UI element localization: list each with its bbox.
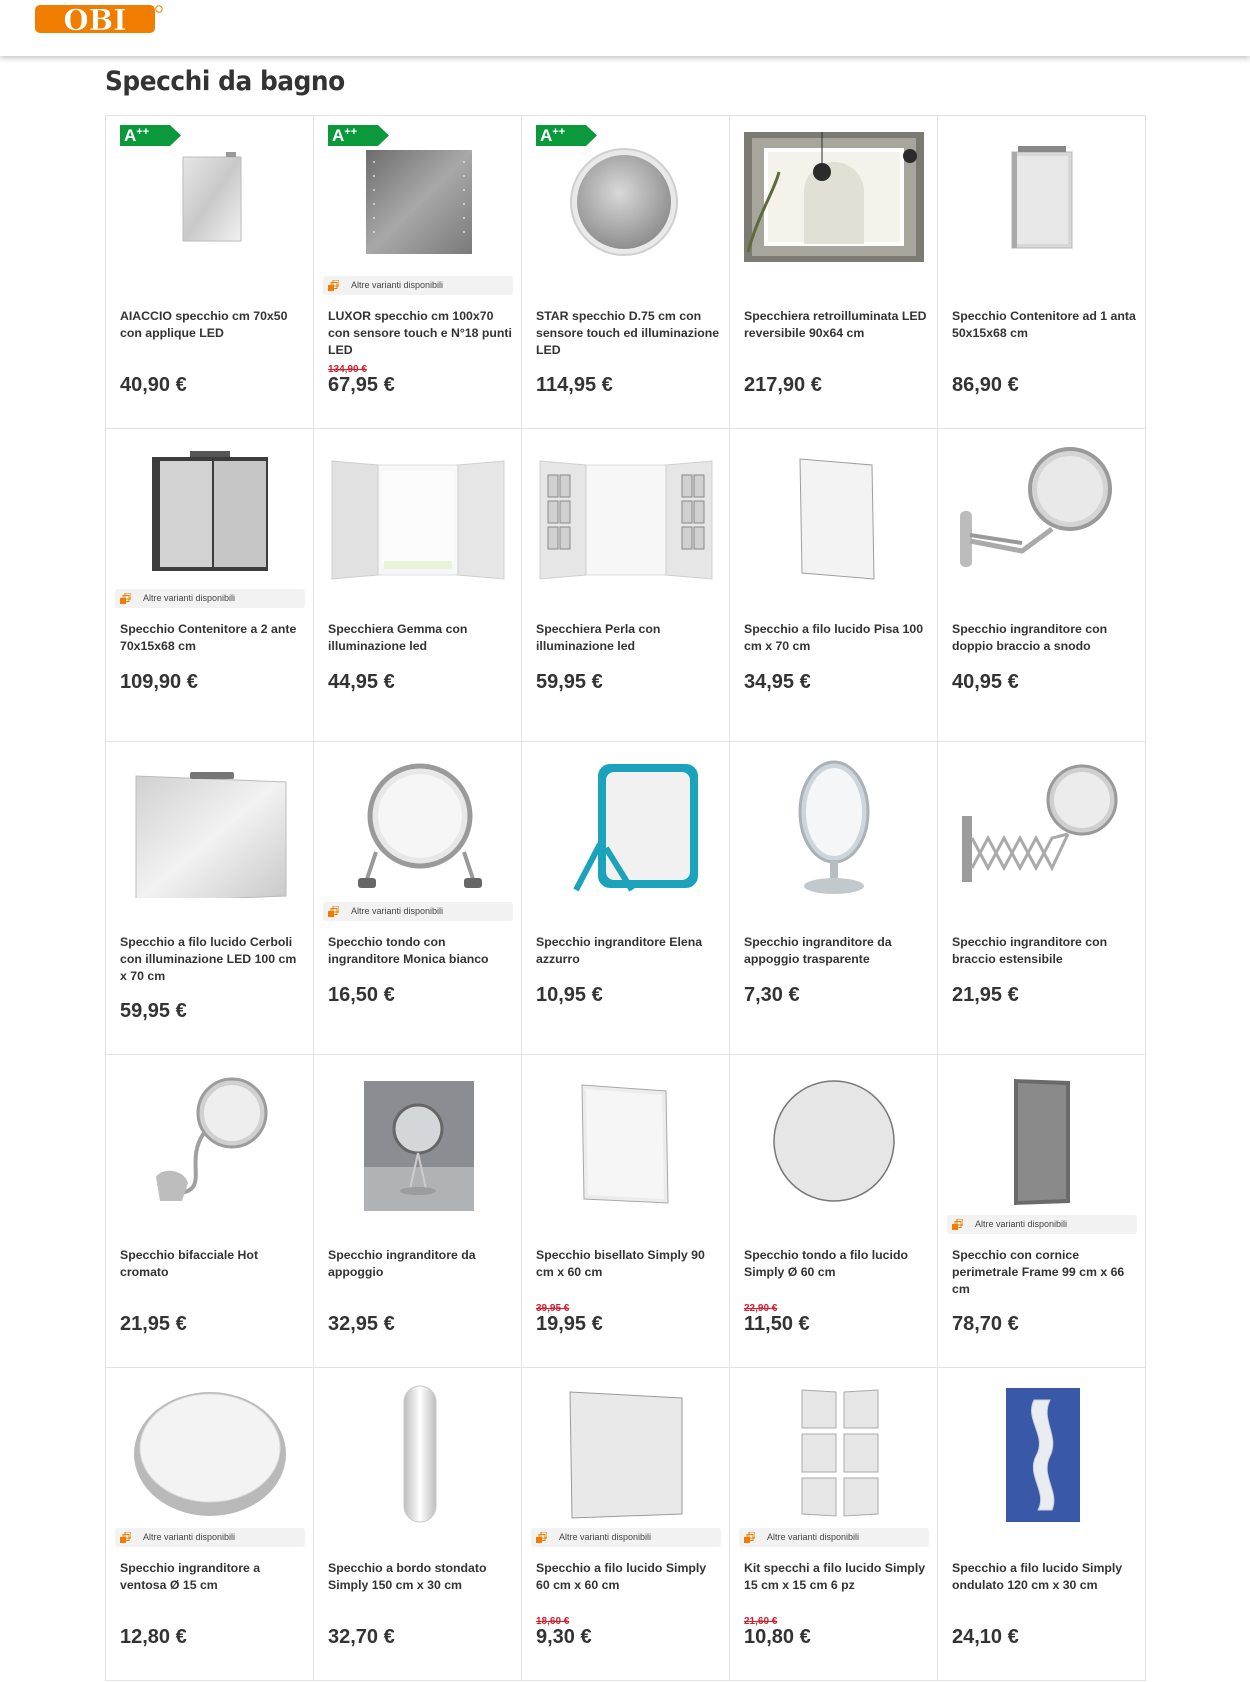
product-card[interactable] — [938, 429, 1146, 742]
obi-logo[interactable] — [34, 3, 164, 35]
old-price: 134,90 € — [328, 364, 367, 375]
variants-label: Altre varianti disponibili — [975, 1219, 1068, 1229]
framed-tall-mirror-image[interactable] — [952, 1071, 1132, 1211]
bevelled-mirror-icon — [536, 1071, 716, 1211]
energy-label-badge — [328, 125, 390, 146]
product-price: 10,80 € — [744, 1626, 811, 1648]
variants-available-badge[interactable] — [323, 276, 513, 295]
old-price: 39,95 € — [536, 1303, 570, 1314]
small-led-mirror-icon — [120, 132, 300, 272]
oval-stand-mirror-image[interactable] — [744, 758, 924, 898]
product-name[interactable]: AIACCIO specchio cm 70x50 con applique LED — [120, 309, 288, 340]
small-led-mirror-image[interactable] — [120, 132, 300, 272]
product-price: 7,30 € — [744, 984, 800, 1006]
old-price: 18,60 € — [536, 1616, 570, 1627]
square-mirror-image[interactable] — [536, 1384, 716, 1524]
variants-available-badge[interactable] — [531, 1528, 721, 1547]
product-price: 11,50 € — [744, 1313, 810, 1335]
product-price: 86,90 € — [952, 374, 1019, 396]
product-name[interactable]: Specchio ingranditore con braccio estensibile — [952, 935, 1108, 966]
product-price: 78,70 € — [952, 1313, 1019, 1335]
product-name[interactable]: Specchio ingranditore Elena azzurro — [536, 935, 703, 966]
product-name[interactable]: Specchio a filo lucido Simply ondulato 120 cm x 30 cm — [952, 1561, 1123, 1592]
product-name[interactable]: Specchio ingranditore da appoggio trasparente — [744, 935, 892, 966]
product-price: 32,95 € — [328, 1313, 395, 1335]
obi-logo-icon — [34, 3, 164, 35]
energy-label-badge — [120, 125, 182, 146]
product-name[interactable]: Specchiera Gemma con illuminazione led — [328, 622, 468, 653]
open-cabinet-glass-icon — [536, 445, 716, 585]
product-card[interactable] — [314, 742, 522, 1055]
energy-label-badge — [536, 125, 598, 146]
product-name[interactable]: Specchio Contenitore ad 1 anta 50x15x68 cm — [952, 309, 1136, 340]
backlit-mirror-photo-image[interactable] — [744, 132, 924, 272]
variants-available-badge[interactable] — [323, 902, 513, 921]
svg-text:OBI: OBI — [63, 3, 127, 35]
product-card[interactable] — [106, 742, 314, 1055]
product-price: 59,95 € — [120, 1000, 187, 1022]
tabletop-magnifier-photo-icon — [328, 1071, 508, 1211]
product-name[interactable]: Specchio Contenitore a 2 ante 70x15x68 cm — [120, 622, 297, 653]
suction-magnifier-icon — [120, 1384, 300, 1524]
product-name[interactable]: Specchio a bordo stondato Simply 150 cm x 30 cm — [328, 1561, 487, 1592]
variants-label: Altre varianti disponibili — [143, 593, 236, 603]
variants-icon — [952, 1219, 963, 1230]
led-dots-mirror-image[interactable] — [328, 132, 508, 272]
old-price: 22,90 € — [744, 1303, 778, 1314]
tilted-mirror-icon — [744, 445, 924, 585]
product-grid — [105, 115, 1146, 1681]
tall-rounded-mirror-icon — [328, 1384, 508, 1524]
product-card[interactable] — [314, 1368, 522, 1681]
product-card[interactable] — [522, 1368, 730, 1681]
oval-stand-mirror-icon — [744, 758, 924, 898]
site-header — [0, 0, 1250, 56]
old-price: 21,60 € — [744, 1616, 778, 1627]
product-name[interactable]: LUXOR specchio cm 100x70 con sensore touch e N°18 punti LED — [328, 309, 512, 357]
product-name[interactable]: Specchio a filo lucido Pisa 100 cm x 70 cm — [744, 622, 924, 653]
variants-label: Altre varianti disponibili — [351, 280, 444, 290]
product-card[interactable] — [730, 742, 938, 1055]
wavy-mirror-image[interactable] — [952, 1384, 1132, 1524]
product-name[interactable]: Specchio bisellato Simply 90 cm x 60 cm — [536, 1248, 705, 1279]
open-cabinet-glass-image[interactable] — [536, 445, 716, 585]
variants-icon — [120, 593, 131, 604]
tall-rounded-mirror-image[interactable] — [328, 1384, 508, 1524]
product-card[interactable] — [522, 429, 730, 742]
variants-icon — [328, 280, 339, 291]
variants-icon — [120, 1532, 131, 1543]
variants-label: Altre varianti disponibili — [143, 1532, 236, 1542]
product-price: 114,95 € — [536, 374, 613, 396]
variants-available-badge[interactable] — [115, 1528, 305, 1547]
product-card[interactable] — [730, 1368, 938, 1681]
product-name[interactable]: STAR specchio D.75 cm con sensore touch ed illuminazione LED — [536, 309, 720, 357]
product-name[interactable]: Specchio ingranditore a ventosa Ø 15 cm — [120, 1561, 261, 1592]
product-price: 217,90 € — [744, 374, 822, 396]
wide-mirror-lamp-image[interactable] — [120, 758, 300, 898]
product-card[interactable] — [106, 429, 314, 742]
mirror-tiles-image[interactable] — [744, 1384, 924, 1524]
product-name[interactable]: Specchio a filo lucido Cerboli con illuminazione LED 100 cm x 70 cm — [120, 935, 297, 983]
product-card[interactable] — [730, 116, 938, 429]
product-name[interactable]: Specchiera retroilluminata LED reversibile 90x64 cm — [744, 309, 927, 340]
product-price: 32,70 € — [328, 1626, 395, 1648]
blue-table-mirror-icon — [536, 758, 716, 898]
product-card[interactable] — [106, 1055, 314, 1368]
product-price: 19,95 € — [536, 1313, 603, 1335]
variants-icon — [536, 1532, 547, 1543]
stand-round-mirror-image[interactable] — [328, 758, 508, 898]
square-mirror-icon — [536, 1384, 716, 1524]
tabletop-magnifier-photo-image[interactable] — [328, 1071, 508, 1211]
product-price: 21,95 € — [952, 984, 1019, 1006]
product-card[interactable] — [106, 116, 314, 429]
product-price: 24,10 € — [952, 1626, 1019, 1648]
product-card[interactable] — [106, 1368, 314, 1681]
framed-tall-mirror-icon — [952, 1071, 1132, 1211]
bevelled-mirror-image[interactable] — [536, 1071, 716, 1211]
product-price: 40,95 € — [952, 671, 1019, 693]
wavy-mirror-icon — [952, 1384, 1132, 1524]
product-price: 67,95 € — [328, 374, 395, 396]
round-led-mirror-image[interactable] — [536, 132, 716, 272]
product-price: 10,95 € — [536, 984, 603, 1006]
product-name[interactable]: Specchiera Perla con illuminazione led — [536, 622, 661, 653]
backlit-mirror-photo-icon — [744, 132, 924, 272]
variants-label: Altre varianti disponibili — [559, 1532, 652, 1542]
variants-label: Altre varianti disponibili — [767, 1532, 860, 1542]
product-price: 12,80 € — [120, 1626, 187, 1648]
product-card[interactable] — [730, 1055, 938, 1368]
product-card[interactable] — [314, 429, 522, 742]
arm-magnifier-image[interactable] — [952, 445, 1132, 585]
double-cabinet-icon — [120, 445, 300, 585]
product-card[interactable] — [938, 116, 1146, 429]
wide-mirror-lamp-icon — [120, 758, 300, 898]
product-name[interactable]: Kit specchi a filo lucido Simply 15 cm x 15 cm 6 pz — [744, 1561, 926, 1592]
product-card[interactable] — [314, 1055, 522, 1368]
mirror-cabinet-image[interactable] — [952, 132, 1132, 272]
energy-class-text: A++ — [540, 126, 566, 145]
product-price: 109,90 € — [120, 671, 198, 693]
product-card[interactable] — [730, 429, 938, 742]
energy-class-text: A++ — [124, 126, 150, 145]
variants-available-badge[interactable] — [115, 589, 305, 608]
suction-magnifier-image[interactable] — [120, 1384, 300, 1524]
double-cabinet-image[interactable] — [120, 445, 300, 585]
product-name[interactable]: Specchio ingranditore da appoggio — [328, 1248, 476, 1279]
stand-round-mirror-icon — [328, 758, 508, 898]
product-price: 44,95 € — [328, 671, 395, 693]
variants-icon — [328, 906, 339, 917]
product-card[interactable] — [522, 1055, 730, 1368]
variants-available-badge[interactable] — [739, 1528, 929, 1547]
round-mirror-icon — [744, 1071, 924, 1211]
product-price: 59,95 € — [536, 671, 603, 693]
mirror-cabinet-icon — [952, 132, 1132, 272]
variants-label: Altre varianti disponibili — [351, 906, 444, 916]
product-card[interactable] — [938, 1055, 1146, 1368]
energy-class-text: A++ — [332, 126, 358, 145]
product-card[interactable] — [938, 742, 1146, 1055]
gooseneck-mirror-image[interactable] — [120, 1071, 300, 1211]
open-cabinet-icon — [328, 445, 508, 585]
product-card[interactable] — [938, 1368, 1146, 1681]
product-name[interactable]: Specchio tondo con ingranditore Monica bianco — [328, 935, 489, 966]
product-name[interactable]: Specchio con cornice perimetrale Frame 99 cm x 66 cm — [952, 1248, 1125, 1296]
product-card[interactable] — [522, 116, 730, 429]
open-cabinet-image[interactable] — [328, 445, 508, 585]
product-price: 34,95 € — [744, 671, 811, 693]
product-card[interactable] — [314, 116, 522, 429]
product-price: 16,50 € — [328, 984, 395, 1006]
product-price: 40,90 € — [120, 374, 187, 396]
extendable-mirror-icon — [952, 758, 1132, 898]
variants-icon — [744, 1532, 755, 1543]
product-name[interactable]: Specchio ingranditore con doppio braccio a snodo — [952, 622, 1108, 653]
product-price: 21,95 € — [120, 1313, 187, 1335]
round-mirror-image[interactable] — [744, 1071, 924, 1211]
gooseneck-mirror-icon — [120, 1071, 300, 1211]
product-name[interactable]: Specchio tondo a filo lucido Simply Ø 60 cm — [744, 1248, 908, 1279]
variants-available-badge[interactable] — [947, 1215, 1137, 1234]
product-price: 9,30 € — [536, 1626, 592, 1648]
tilted-mirror-image[interactable] — [744, 445, 924, 585]
arm-magnifier-icon — [952, 445, 1132, 585]
product-name[interactable]: Specchio bifacciale Hot cromato — [120, 1248, 259, 1279]
led-dots-mirror-icon — [328, 132, 508, 272]
mirror-tiles-icon — [744, 1384, 924, 1524]
product-card[interactable] — [522, 742, 730, 1055]
page-title: Specchi da bagno — [105, 66, 345, 97]
product-name[interactable]: Specchio a filo lucido Simply 60 cm x 60 cm — [536, 1561, 707, 1592]
round-led-mirror-icon — [536, 132, 716, 272]
extendable-mirror-image[interactable] — [952, 758, 1132, 898]
blue-table-mirror-image[interactable] — [536, 758, 716, 898]
